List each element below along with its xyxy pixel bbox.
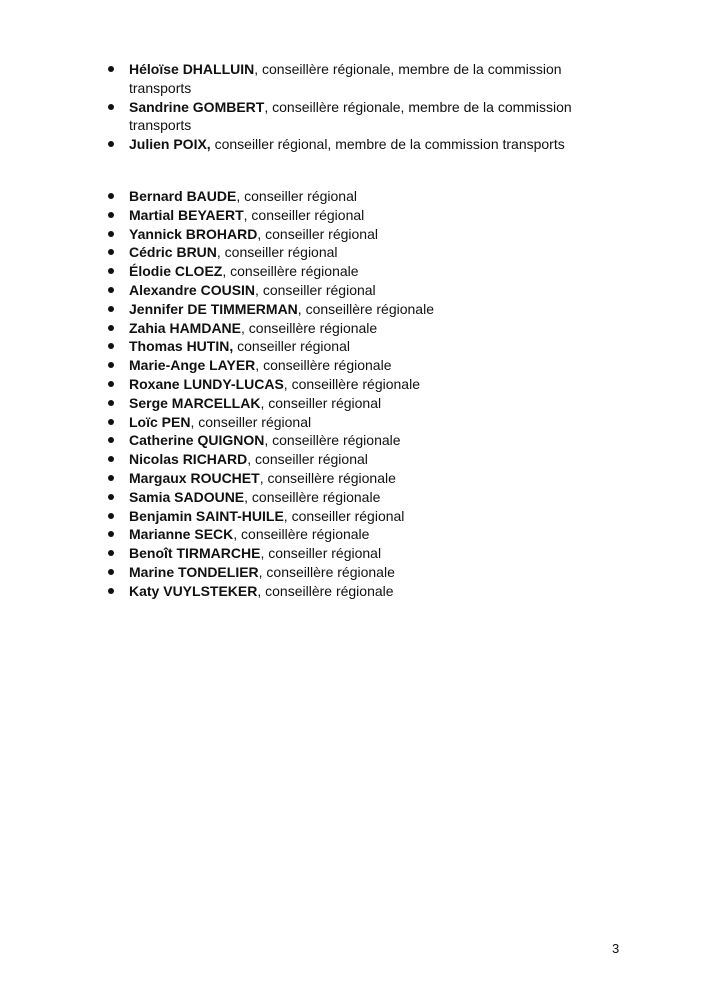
commission-members-list bbox=[108, 60, 598, 154]
list-item bbox=[108, 187, 598, 206]
list-item bbox=[108, 206, 598, 225]
councillor-role: , conseiller régional bbox=[236, 188, 357, 204]
bullet-icon bbox=[108, 66, 114, 72]
bullet-icon bbox=[108, 513, 114, 519]
councillor-name: Loïc PEN bbox=[129, 413, 191, 430]
bullet-icon bbox=[108, 494, 114, 500]
councillor-name: Serge MARCELLAK bbox=[129, 394, 261, 411]
councillor-name: Marine TONDELIER bbox=[129, 563, 259, 580]
list-item bbox=[108, 582, 598, 601]
councillor-role: , conseillère régionale bbox=[233, 526, 370, 543]
councillor-role: , conseillère régionale bbox=[255, 357, 392, 374]
councillor-role: , conseillère régionale bbox=[222, 263, 359, 280]
councillor-role: , conseillère régionale bbox=[264, 432, 401, 449]
councillor-role: , conseillère régionale bbox=[241, 319, 378, 336]
bullet-icon bbox=[108, 249, 114, 255]
member-role: conseiller régional, membre de la commission transports bbox=[210, 136, 565, 153]
councillor-role: , conseiller régional bbox=[283, 507, 405, 524]
list-item bbox=[108, 375, 598, 394]
councillor-name: Margaux ROUCHET bbox=[129, 469, 260, 486]
page-number: 3 bbox=[612, 941, 620, 956]
councillor-name: Élodie CLOEZ bbox=[129, 263, 223, 280]
list-item bbox=[108, 281, 598, 300]
bullet-icon bbox=[108, 268, 114, 274]
member-name: Sandrine GOMBERT bbox=[129, 98, 265, 115]
list-item bbox=[108, 394, 598, 413]
list-item bbox=[108, 60, 598, 98]
councillors-list bbox=[108, 187, 598, 601]
member-role: , conseillère régionale, membre de la commission transports bbox=[129, 61, 562, 96]
councillor-role: , conseillère régionale bbox=[244, 488, 381, 505]
bullet-icon bbox=[108, 550, 114, 556]
bullet-icon bbox=[108, 306, 114, 312]
councillor-name: Thomas HUTIN, bbox=[129, 338, 234, 355]
councillor-name: Martial BEYAERT bbox=[129, 206, 244, 223]
list-item bbox=[108, 450, 598, 469]
councillor-role: conseiller régional bbox=[233, 338, 350, 355]
bullet-icon bbox=[108, 231, 114, 237]
list-item bbox=[108, 507, 598, 526]
councillor-name: Zahia HAMDANE bbox=[129, 319, 242, 336]
list-item bbox=[108, 544, 598, 563]
councillor-role: , conseillère régionale bbox=[283, 375, 420, 392]
councillor-name: Benjamin SAINT-HUILE bbox=[129, 507, 284, 524]
councillor-name: Benoît TIRMARCHE bbox=[129, 545, 261, 562]
bullet-icon bbox=[108, 104, 114, 110]
councillor-name: Cédric BRUN bbox=[129, 244, 217, 261]
councillor-name: Jennifer DE TIMMERMAN bbox=[129, 300, 298, 317]
councillor-role: , conseillère régionale bbox=[259, 469, 396, 486]
bullet-icon bbox=[108, 287, 114, 293]
bullet-icon bbox=[108, 588, 114, 594]
member-name: Héloïse DHALLUIN bbox=[129, 61, 255, 77]
bullet-icon bbox=[108, 212, 114, 218]
bullet-icon bbox=[108, 343, 114, 349]
list-item bbox=[108, 356, 598, 375]
councillor-role: , conseiller régional bbox=[190, 413, 312, 430]
list-item bbox=[108, 319, 598, 338]
bullet-icon bbox=[108, 531, 114, 537]
councillor-role: , conseillère régionale bbox=[297, 300, 434, 317]
bullet-icon bbox=[108, 381, 114, 387]
councillor-role: , conseiller régional bbox=[247, 451, 368, 468]
bullet-icon bbox=[108, 141, 114, 147]
councillor-role: , conseiller régional bbox=[260, 545, 382, 562]
councillor-role: , conseiller régional bbox=[255, 281, 376, 298]
councillor-name: Bernard BAUDE bbox=[129, 188, 237, 204]
councillor-role: , conseiller régional bbox=[257, 225, 378, 242]
list-item bbox=[108, 243, 598, 262]
councillor-name: Alexandre COUSIN bbox=[129, 281, 256, 298]
bullet-icon bbox=[108, 419, 114, 425]
councillor-role: , conseiller régional bbox=[243, 206, 365, 223]
councillor-name: Catherine QUIGNON bbox=[129, 432, 265, 449]
list-item bbox=[108, 98, 598, 136]
bullet-icon bbox=[108, 193, 114, 199]
bullet-icon bbox=[108, 325, 114, 331]
bullet-icon bbox=[108, 475, 114, 481]
list-item bbox=[108, 469, 598, 488]
councillor-role: , conseillère régionale bbox=[257, 582, 394, 599]
list-item bbox=[108, 413, 598, 432]
bullet-icon bbox=[108, 569, 114, 575]
councillor-role: , conseillère régionale bbox=[258, 563, 395, 580]
councillor-role: , conseiller régional bbox=[260, 394, 382, 411]
list-item bbox=[108, 431, 598, 450]
list-item bbox=[108, 135, 598, 154]
councillor-role: , conseiller régional bbox=[216, 244, 338, 261]
councillor-name: Katy VUYLSTEKER bbox=[129, 582, 258, 599]
list-item bbox=[108, 300, 598, 319]
bullet-icon bbox=[108, 362, 114, 368]
list-item bbox=[108, 337, 598, 356]
bullet-icon bbox=[108, 437, 114, 443]
list-item bbox=[108, 488, 598, 507]
councillor-name: Nicolas RICHARD bbox=[129, 451, 248, 468]
bullet-icon bbox=[108, 400, 114, 406]
list-item bbox=[108, 525, 598, 544]
councillor-name: Samia SADOUNE bbox=[129, 488, 245, 505]
member-name: Julien POIX, bbox=[129, 136, 211, 153]
bullet-icon bbox=[108, 456, 114, 462]
list-item bbox=[108, 225, 598, 244]
councillor-name: Marie-Ange LAYER bbox=[129, 357, 256, 374]
list-item bbox=[108, 563, 598, 582]
councillor-name: Yannick BROHARD bbox=[129, 225, 258, 242]
list-item bbox=[108, 262, 598, 281]
councillor-name: Marianne SECK bbox=[129, 526, 234, 543]
member-role: , conseillère régionale, membre de la commission transports bbox=[129, 98, 572, 134]
councillor-name: Roxane LUNDY-LUCAS bbox=[129, 375, 284, 392]
